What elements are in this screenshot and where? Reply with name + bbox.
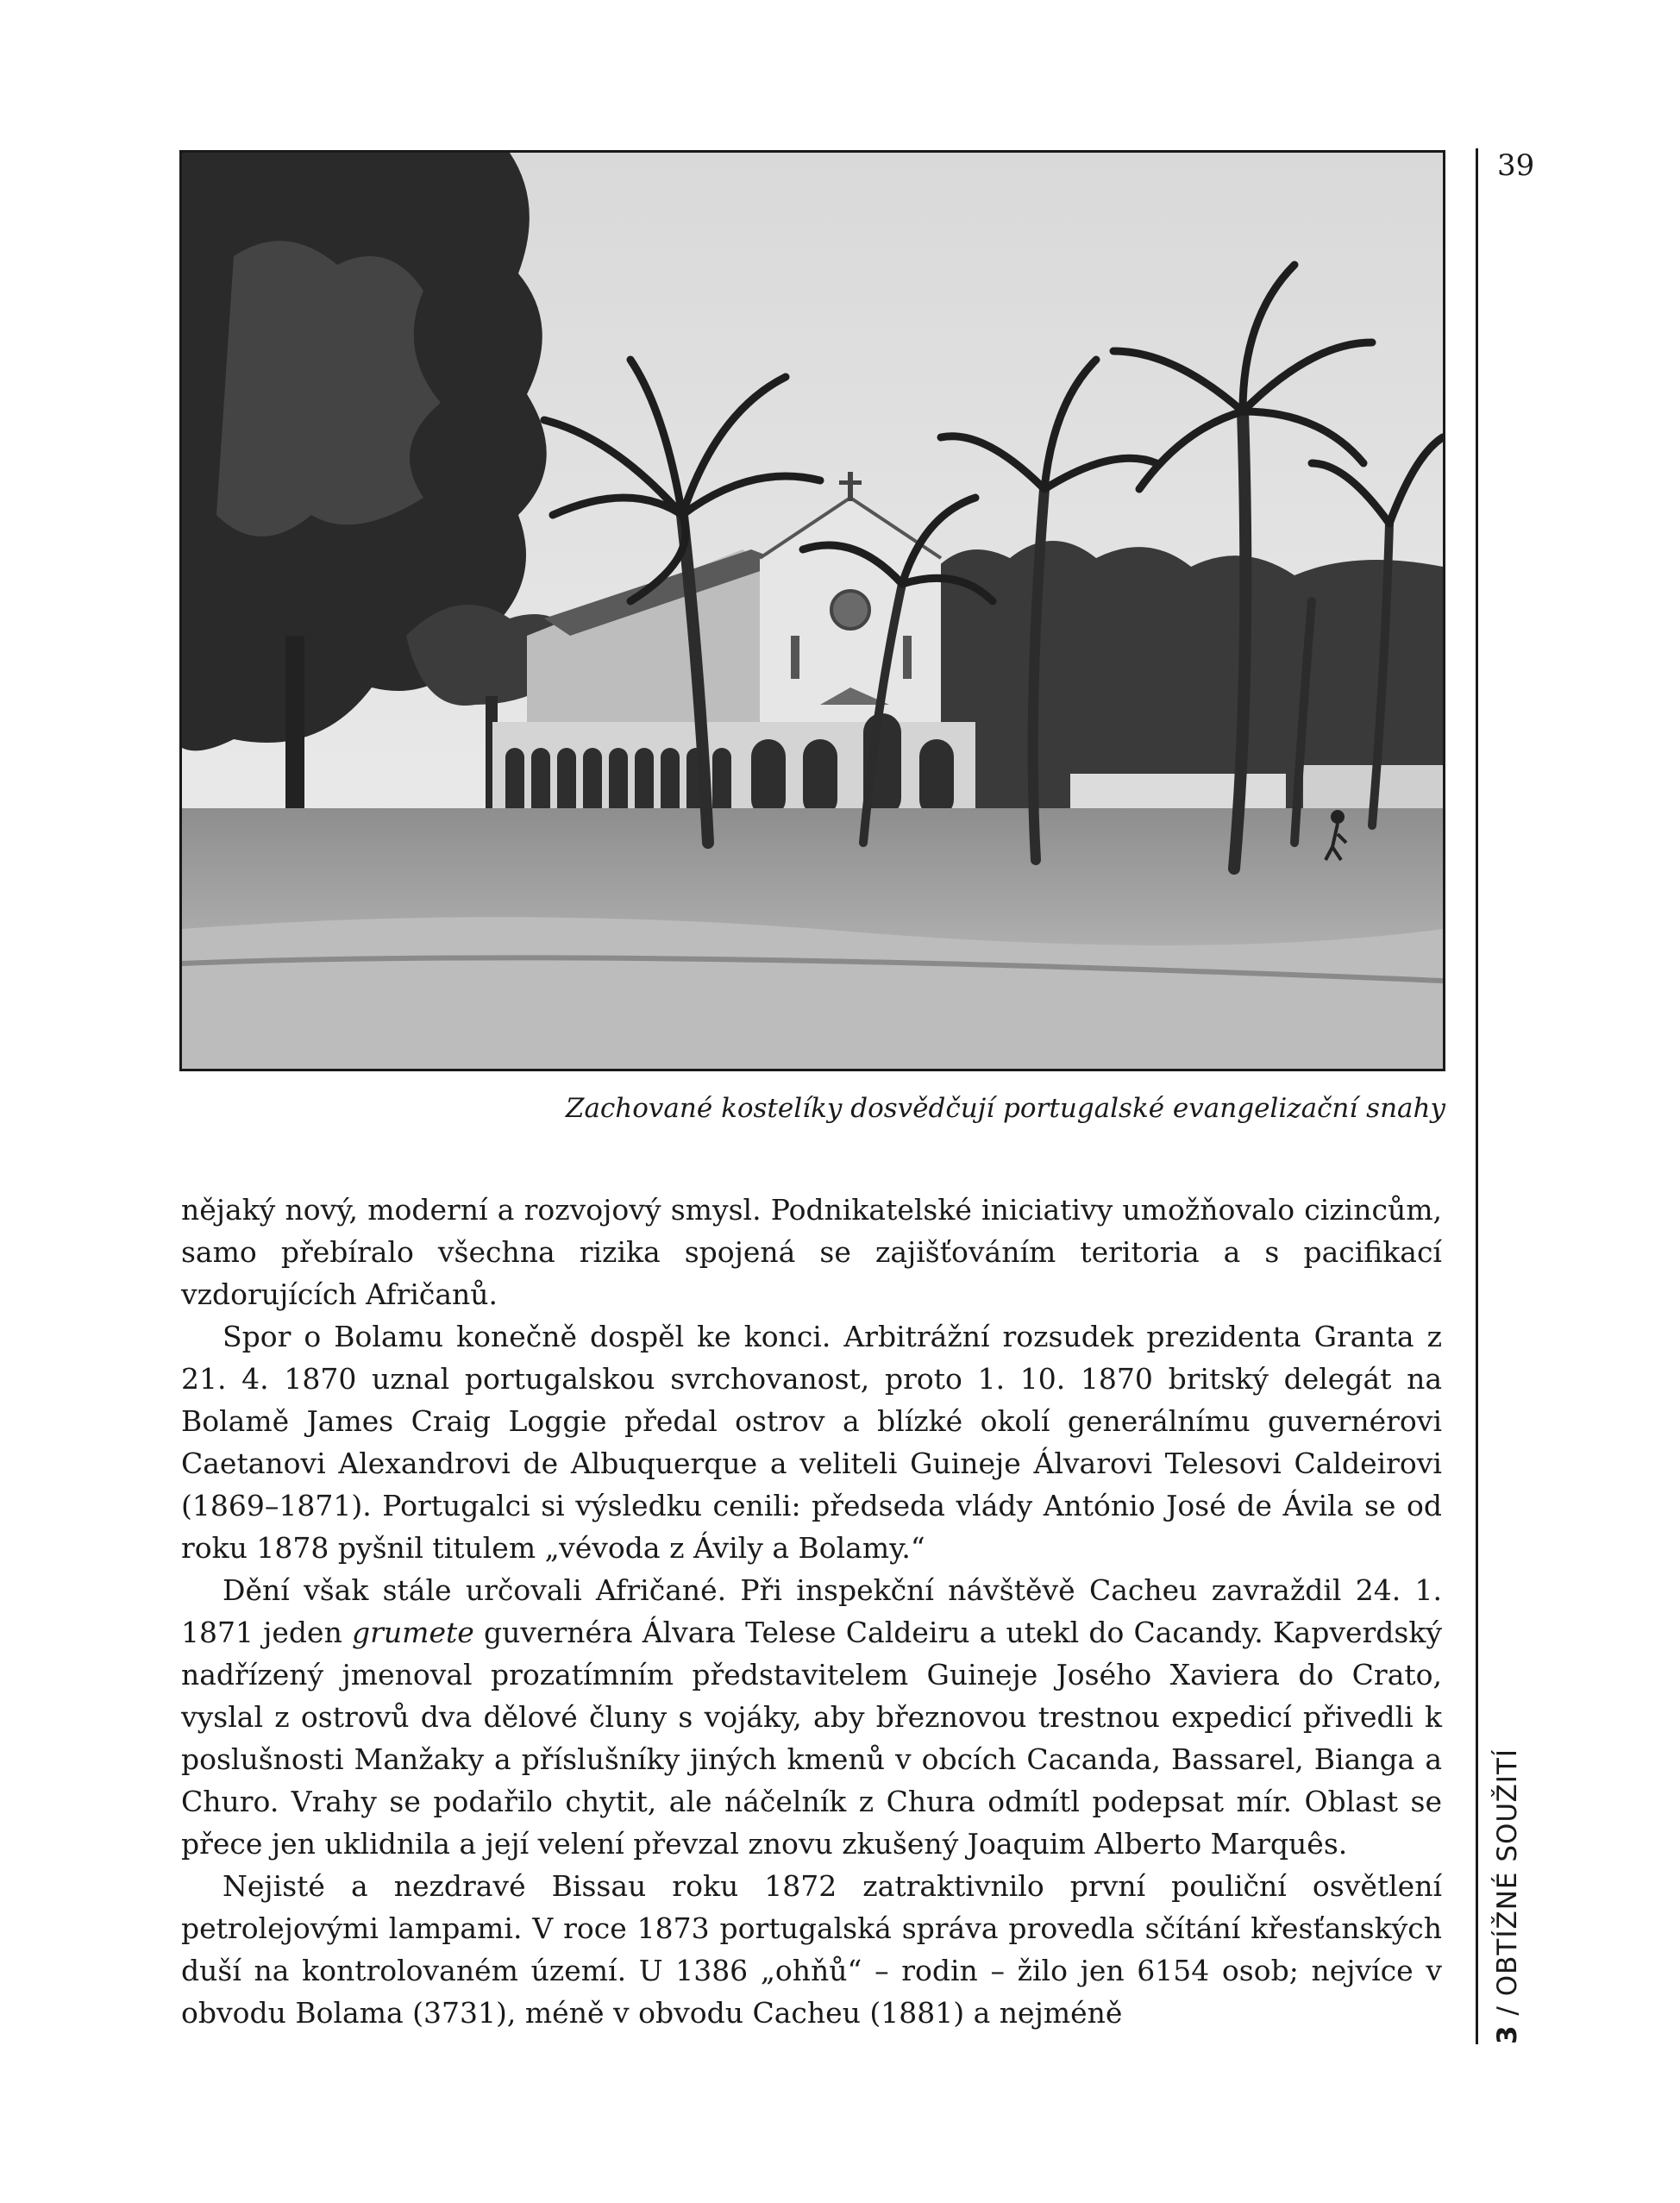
page-number: 39 [1497, 148, 1535, 183]
paragraph-3-term: grumete [352, 1616, 474, 1649]
running-head [1489, 1458, 1526, 2044]
margin-rule [1476, 148, 1478, 2044]
church-photo [179, 150, 1445, 1071]
paragraph-3-part-1: Dění však stále určovali Afričané. Při inspekční návštěvě Cacheu zavraždil 24. 1. 1871 jeden [181, 1573, 1442, 1649]
paragraph-3 [181, 1569, 1442, 1865]
running-head-chapter: 3 [1492, 2024, 1523, 2044]
running-head-title: / OBTÍŽNÉ SOUŽITÍ [1492, 1748, 1523, 2025]
body-text [181, 1189, 1442, 2034]
paragraph-2: Spor o Bolamu konečně dospěl ke konci. Arbitrážní rozsudek prezidenta Granta z 21. 4. 1870 uznal portugalskou svrchovanost, proto 1. 10. 1870 britský delegát na Bolamě James Craig Loggie předal ostrov a blízké okolí generálnímu guvernérovi Caetanovi Alexandrovi de Albuquerque a veliteli Guineje Álvarovi Telesovi Caldeirovi (1869–1871). Portugalci si výsledku cenili: předseda vlády António José de Ávila se od roku 1878 pyšnil titulem „vévoda z Ávily a Bolamy.“ [181, 1320, 1442, 1565]
paragraph-4: Nejisté a nezdravé Bissau roku 1872 zatraktivnilo první pouliční osvětlení petrolejovými lampami. V roce 1873 portugalská správa provedla sčítání křesťanských duší na kontrolovaném území. U 1386 „ohňů“ – rodin – žilo jen 6154 osob; nejvíce v obvodu Bolama (3731), méně v obvodu Cacheu (1881) a nejméně [181, 1869, 1442, 2030]
figure-caption: Zachované kostelíky dosvědčují portugalské evangelizační snahy [565, 1093, 1445, 1124]
paragraph-3-part-2: guvernéra Álvara Telese Caldeiru a utekl do Cacandy. Kapverdský nadřízený jmenoval prozatímním představitelem Guineje Josého Xaviera do Crato, vyslal z ostrovů dva dělové čluny s vojáky, aby březnovou trestnou expedicí přivedli k poslušnosti Manžaky a příslušníky jiných kmenů v obcích Cacanda, Bassarel, Bianga a Churo. Vrahy se podařilo chytit, ale náčelník z Chura odmítl podepsat mír. Oblast se přece jen uklidnila a její velení převzal znovu zkušený Joaquim Alberto Marquês. [181, 1616, 1442, 1861]
church-photo-illustration [182, 153, 1443, 1069]
paragraph-1: nějaký nový, moderní a rozvojový smysl. Podnikatelské iniciativy umožňovalo cizincům, samo přebíralo všechna rizika spojená se zajišťováním teritoria a s pacifikací vzdorujících Afričanů. [181, 1193, 1442, 1311]
